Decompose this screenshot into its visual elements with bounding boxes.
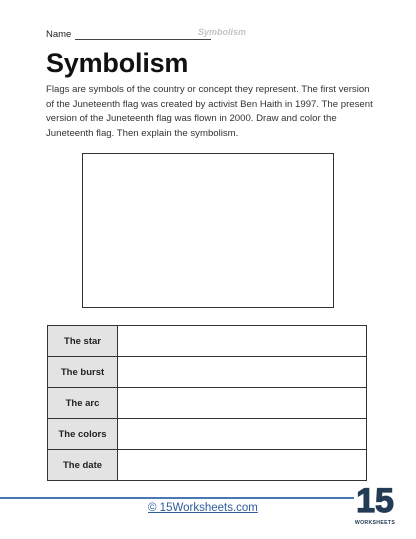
logo-number: 15 bbox=[356, 482, 394, 520]
row-label: The arc bbox=[48, 388, 118, 419]
answer-cell[interactable] bbox=[118, 388, 367, 419]
logo-word: WORKSHEETS bbox=[355, 520, 395, 526]
row-label: The star bbox=[48, 326, 118, 357]
answer-cell[interactable] bbox=[118, 450, 367, 481]
flag-drawing-box[interactable] bbox=[82, 153, 334, 308]
row-label: The colors bbox=[48, 419, 118, 450]
row-label: The burst bbox=[48, 357, 118, 388]
table-row bbox=[48, 357, 367, 388]
answer-cell[interactable] bbox=[118, 419, 367, 450]
name-field-line[interactable] bbox=[75, 30, 211, 40]
instructions-text: Flags are symbols of the country or concept they represent. The first version of the Juneteenth flag was created by activist Ben Haith in 1997. The present version of the Juneteenth flag was flown in 2000. Draw and color the Juneteenth flag. Then explain the symbolism. bbox=[46, 84, 373, 139]
footer-copyright-link[interactable]: © 15Worksheets.com bbox=[148, 502, 258, 514]
name-label: Name bbox=[46, 29, 72, 40]
row-label: The date bbox=[48, 450, 118, 481]
page-title: Symbolism bbox=[46, 48, 189, 78]
answer-cell[interactable] bbox=[118, 326, 367, 357]
worksheets-logo-icon bbox=[355, 474, 395, 530]
header-topic: Symbolism bbox=[198, 27, 247, 37]
name-row bbox=[46, 26, 211, 40]
table-row bbox=[48, 388, 367, 419]
table-row bbox=[48, 419, 367, 450]
table-row bbox=[48, 326, 367, 357]
answer-cell[interactable] bbox=[118, 357, 367, 388]
symbolism-table bbox=[47, 325, 367, 481]
table-row bbox=[48, 450, 367, 481]
footer-divider bbox=[0, 497, 354, 499]
